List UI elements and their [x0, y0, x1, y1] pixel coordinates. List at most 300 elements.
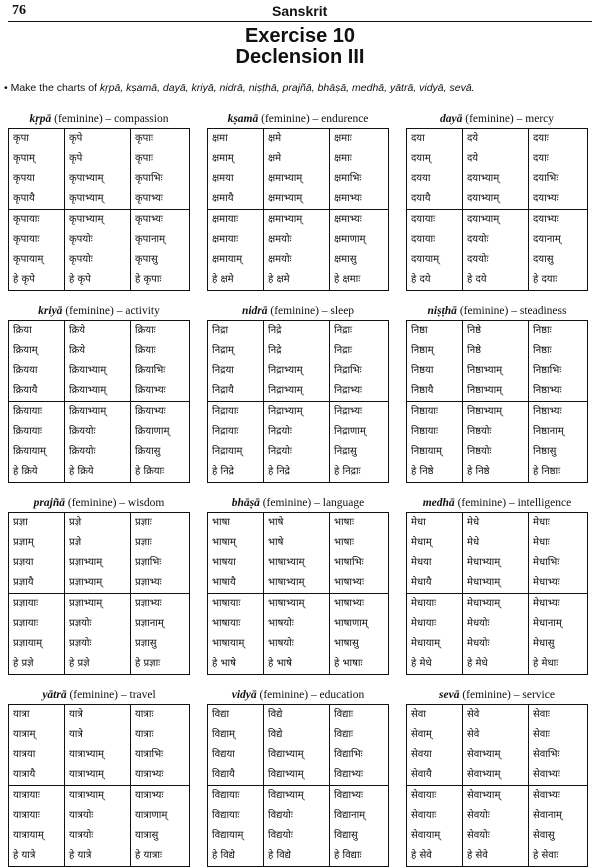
declension-form-cell: क्रियाभ्याम्: [64, 361, 130, 381]
declension-form-cell: भाषे: [263, 533, 329, 553]
declension-case-group: [208, 321, 388, 401]
chart-gender-meaning: (feminine) – sleep: [267, 305, 355, 317]
declension-form-cell: कृपाभ्याम्: [64, 169, 130, 189]
declension-form-cell: निष्ठायाः: [411, 426, 439, 437]
declension-form-cell: हे क्रिये: [64, 462, 130, 482]
declension-form-cell: हे कृपे: [13, 274, 35, 285]
chart-headword: nidrā: [241, 305, 268, 317]
declension-form-cell: विद्याम्: [212, 729, 236, 740]
declension-chart: [207, 688, 389, 867]
declension-form-cell: सेवायाम्: [411, 830, 441, 841]
declension-form-cell: यात्रे: [64, 725, 130, 745]
declension-form-cell: क्षमे: [263, 149, 329, 169]
exercise-subtitle-line: Declension III: [235, 46, 365, 68]
declension-form-cell: क्रियायाः: [13, 426, 43, 437]
declension-form-cell: भाषा: [212, 517, 230, 528]
chart-headword: niṣṭhā: [427, 305, 457, 317]
exercise-title-line: Exercise 10: [244, 25, 356, 47]
declension-form-cell: कृपाभ्याम्: [64, 189, 130, 209]
declension-form-cell: मेधे: [462, 513, 528, 533]
declension-form-cell: सेवाः: [528, 725, 589, 745]
declension-form-cell: विद्यायै: [212, 769, 235, 780]
declension-form-cell: प्रज्ञे: [64, 533, 130, 553]
chart-headword: bhāṣā: [231, 497, 260, 509]
declension-form-cell: निद्राभिः: [329, 361, 390, 381]
declension-chart: [207, 304, 389, 483]
declension-table: [207, 704, 389, 867]
declension-form-cell: कृपाभ्याम्: [64, 210, 130, 230]
declension-form-cell: निद्रायाः: [212, 426, 239, 437]
declension-form-cell: हे भाषाः: [329, 654, 390, 674]
declension-form-cell: मेधाभ्याम्: [462, 553, 528, 573]
declension-case-group: [9, 209, 189, 290]
declension-case-group: [208, 129, 388, 209]
declension-form-cell: मेधायाः: [411, 618, 437, 629]
declension-form-cell: कृपाभिः: [130, 169, 191, 189]
chart-headword: dayā: [440, 113, 463, 125]
declension-form-cell: सेवाम्: [411, 729, 432, 740]
instruction-prefix: • Make the charts of: [4, 82, 100, 94]
declension-form-cell: भाषाः: [329, 513, 390, 533]
declension-form-cell: कृपाम्: [13, 153, 35, 164]
declension-form-cell: विद्याभ्यः: [329, 765, 390, 785]
declension-form-cell: सेवायाः: [411, 790, 437, 801]
declension-form-cell: विद्याभ्याम्: [263, 786, 329, 806]
declension-form-cell: क्षमाभ्यः: [329, 210, 390, 230]
declension-form-cell: निद्रा: [212, 325, 229, 336]
declension-form-cell: प्रज्ञाभ्यः: [130, 573, 191, 593]
page-header: [0, 0, 600, 24]
chart-gender-meaning: (feminine) – endurence: [258, 113, 369, 125]
declension-form-cell: दयाभ्याम्: [462, 189, 528, 209]
chart-heading: [8, 688, 190, 703]
declension-form-cell: मेधाः: [528, 533, 589, 553]
declension-form-cell: विद्यासु: [329, 826, 390, 846]
declension-form-cell: विद्यया: [212, 749, 235, 760]
declension-form-cell: निद्राणाम्: [329, 422, 390, 442]
declension-form-cell: क्षमे: [263, 129, 329, 149]
declension-form-cell: मेधाभ्यः: [528, 594, 589, 614]
declension-form-cell: दयाभ्याम्: [462, 169, 528, 189]
declension-form-cell: क्षमाभिः: [329, 169, 390, 189]
declension-form-cell: क्षमायै: [212, 193, 234, 204]
declension-form-cell: भाषाभ्याम्: [263, 594, 329, 614]
declension-form-cell: क्रियाभ्याम्: [64, 381, 130, 401]
declension-form-cell: कृपया: [13, 173, 35, 184]
declension-form-cell: प्रज्ञाभ्याम्: [64, 594, 130, 614]
chart-heading: [406, 688, 588, 703]
declension-form-cell: क्षमयोः: [263, 230, 329, 250]
declension-form-cell: क्रियासु: [130, 442, 191, 462]
chart-headword: prajñā: [33, 497, 65, 509]
declension-form-cell: भाषाभ्याम्: [263, 553, 329, 573]
declension-form-cell: हे प्रज्ञे: [64, 654, 130, 674]
declension-form-cell: प्रज्ञाम्: [13, 537, 34, 548]
declension-form-cell: यात्राम्: [13, 729, 36, 740]
declension-form-cell: हे सेवाः: [528, 846, 589, 866]
declension-form-cell: मेधाभिः: [528, 553, 589, 573]
declension-form-cell: प्रज्ञायै: [13, 577, 34, 588]
declension-case-group: [208, 785, 388, 866]
declension-form-cell: निष्ठयोः: [462, 442, 528, 462]
declension-form-cell: भाषाम्: [212, 537, 236, 548]
declension-form-cell: क्रियया: [13, 365, 38, 376]
chart-gender-meaning: (feminine) – intelligence: [454, 497, 572, 509]
declension-form-cell: हे विद्ये: [212, 850, 235, 861]
chart-gender-meaning: (feminine) – mercy: [462, 113, 554, 125]
declension-form-cell: सेवानाम्: [528, 806, 589, 826]
declension-form-cell: दयाभ्यः: [528, 210, 589, 230]
declension-form-cell: क्षमा: [212, 133, 228, 144]
chart-gender-meaning: (feminine) – language: [259, 497, 365, 509]
declension-form-cell: भाषायै: [212, 577, 236, 588]
declension-form-cell: निद्रायै: [212, 385, 234, 396]
declension-form-cell: क्रिये: [64, 341, 130, 361]
chart-heading: [207, 112, 389, 127]
declension-case-group: [407, 513, 587, 593]
declension-form-cell: भाषायाम्: [212, 638, 245, 649]
declension-form-cell: विद्या: [212, 709, 230, 720]
declension-form-cell: हे निष्ठे: [462, 462, 528, 482]
declension-form-cell: विद्ये: [263, 705, 329, 725]
declension-form-cell: भाषायाः: [212, 618, 241, 629]
declension-form-cell: विद्यायाः: [212, 790, 240, 801]
declension-form-cell: निष्ठायाम्: [411, 446, 442, 457]
declension-form-cell: निष्ठानाम्: [528, 422, 589, 442]
declension-form-cell: निष्ठया: [411, 365, 434, 376]
declension-form-cell: दयाम्: [411, 153, 431, 164]
declension-chart: [8, 496, 190, 675]
declension-form-cell: प्रज्ञयोः: [64, 614, 130, 634]
chart-heading: [207, 304, 389, 319]
declension-form-cell: यात्रायाः: [13, 810, 40, 821]
declension-form-cell: निद्रायाम्: [212, 446, 243, 457]
declension-form-cell: निद्रायाः: [212, 406, 239, 417]
declension-form-cell: कृपायाम्: [13, 254, 44, 265]
declension-form-cell: क्षमाभ्याम्: [263, 189, 329, 209]
declension-form-cell: प्रज्ञाभिः: [130, 553, 191, 573]
declension-form-cell: निद्रयोः: [263, 442, 329, 462]
declension-form-cell: क्रिया: [13, 325, 32, 336]
declension-form-cell: यात्रे: [64, 705, 130, 725]
declension-form-cell: निद्राः: [329, 341, 390, 361]
declension-form-cell: क्षमाः: [329, 149, 390, 169]
declension-form-cell: सेवायै: [411, 769, 432, 780]
declension-form-cell: सेवाभ्याम्: [462, 745, 528, 765]
chart-gender-meaning: (feminine) – wisdom: [65, 497, 165, 509]
declension-form-cell: हे यात्रे: [13, 850, 36, 861]
declension-form-cell: निष्ठाभ्याम्: [462, 361, 528, 381]
declension-form-cell: विद्ययोः: [263, 806, 329, 826]
declension-form-cell: प्रज्ञयोः: [64, 634, 130, 654]
declension-form-cell: निष्ठा: [411, 325, 428, 336]
declension-form-cell: हे कृपाः: [130, 270, 191, 290]
declension-form-cell: प्रज्ञायाः: [13, 618, 39, 629]
declension-case-group: [9, 593, 189, 674]
declension-form-cell: कृपे: [64, 129, 130, 149]
declension-form-cell: हे निद्रे: [263, 462, 329, 482]
declension-form-cell: प्रज्ञा: [13, 517, 28, 528]
chart-gender-meaning: (feminine) – compassion: [51, 113, 169, 125]
declension-form-cell: मेधायाः: [411, 598, 437, 609]
declension-form-cell: दयाभ्याम्: [462, 210, 528, 230]
declension-case-group: [407, 785, 587, 866]
declension-case-group: [9, 513, 189, 593]
declension-form-cell: दयाः: [528, 149, 589, 169]
declension-form-cell: क्रियाः: [130, 341, 191, 361]
declension-form-cell: यात्रायाम्: [13, 830, 44, 841]
declension-case-group: [407, 401, 587, 482]
declension-form-cell: भाषे: [263, 513, 329, 533]
declension-case-group: [208, 593, 388, 674]
declension-form-cell: हे कृपे: [64, 270, 130, 290]
chart-gender-meaning: (feminine) – steadiness: [456, 305, 567, 317]
declension-form-cell: कृपयोः: [64, 230, 130, 250]
declension-form-cell: दयया: [411, 173, 431, 184]
declension-form-cell: क्रिययोः: [64, 422, 130, 442]
declension-form-cell: यात्रया: [13, 749, 36, 760]
declension-form-cell: सेवाभ्याम्: [462, 765, 528, 785]
declension-form-cell: यात्राभ्याम्: [64, 745, 130, 765]
declension-form-cell: निद्रे: [263, 321, 329, 341]
declension-form-cell: हे यात्राः: [130, 846, 191, 866]
declension-form-cell: कृपे: [64, 149, 130, 169]
declension-form-cell: विद्याभ्यः: [329, 786, 390, 806]
chart-headword: sevā: [439, 689, 460, 701]
declension-form-cell: सेवया: [411, 749, 432, 760]
chart-headword: kriyā: [38, 305, 63, 317]
declension-table: [207, 320, 389, 483]
declension-form-cell: हे मेधाः: [528, 654, 589, 674]
declension-case-group: [208, 209, 388, 290]
declension-form-cell: कृपाः: [130, 129, 191, 149]
declension-form-cell: मेधायाम्: [411, 638, 441, 649]
chart-heading: [406, 304, 588, 319]
declension-chart: [207, 112, 389, 291]
declension-form-cell: कृपायाः: [13, 234, 40, 245]
declension-form-cell: भाषयोः: [263, 634, 329, 654]
declension-form-cell: यात्राः: [130, 705, 191, 725]
declension-form-cell: कृपा: [13, 133, 29, 144]
declension-form-cell: मेधाभ्याम्: [462, 594, 528, 614]
declension-form-cell: कृपायै: [13, 193, 35, 204]
declension-form-cell: निष्ठाभिः: [528, 361, 589, 381]
declension-form-cell: मेधयोः: [462, 634, 528, 654]
declension-form-cell: क्रिययोः: [64, 442, 130, 462]
chart-headword: yātrā: [42, 689, 67, 701]
declension-form-cell: निष्ठे: [462, 321, 528, 341]
chart-headword: kṛpā: [29, 113, 52, 125]
chart-heading: [8, 112, 190, 127]
declension-form-cell: भाषया: [212, 557, 236, 568]
declension-form-cell: विद्ये: [263, 725, 329, 745]
declension-form-cell: मेधा: [411, 517, 426, 528]
declension-form-cell: क्षमाभ्याम्: [263, 169, 329, 189]
declension-form-cell: निद्राम्: [212, 345, 235, 356]
declension-chart: [8, 304, 190, 483]
declension-form-cell: दयायाः: [411, 214, 436, 225]
declension-form-cell: प्रज्ञाः: [130, 513, 191, 533]
declension-form-cell: मेधयोः: [462, 614, 528, 634]
declension-form-cell: विद्यायाः: [212, 810, 240, 821]
declension-form-cell: प्रज्ञया: [13, 557, 34, 568]
declension-form-cell: यात्राभ्याम्: [64, 786, 130, 806]
exercise-title: [0, 26, 600, 68]
declension-form-cell: हे विद्ये: [263, 846, 329, 866]
declension-form-cell: क्रियायै: [13, 385, 38, 396]
declension-case-group: [208, 513, 388, 593]
declension-form-cell: विद्यानाम्: [329, 806, 390, 826]
declension-form-cell: क्षमाणाम्: [329, 230, 390, 250]
declension-form-cell: निद्रासु: [329, 442, 390, 462]
declension-form-cell: दयायाम्: [411, 254, 440, 265]
chart-heading: [406, 112, 588, 127]
declension-form-cell: भाषाणाम्: [329, 614, 390, 634]
declension-form-cell: विद्याभिः: [329, 745, 390, 765]
declension-form-cell: क्षमाभ्यः: [329, 189, 390, 209]
declension-form-cell: निद्राभ्यः: [329, 381, 390, 401]
declension-case-group: [9, 321, 189, 401]
declension-form-cell: दयायाः: [411, 234, 436, 245]
declension-form-cell: क्रियाभ्यः: [130, 381, 191, 401]
declension-case-group: [208, 401, 388, 482]
declension-form-cell: हे सेवे: [462, 846, 528, 866]
declension-form-cell: हे भाषे: [263, 654, 329, 674]
declension-chart: [207, 496, 389, 675]
declension-table: [207, 512, 389, 675]
chart-gender-meaning: (feminine) – activity: [62, 305, 160, 317]
declension-form-cell: क्षमाभ्याम्: [263, 210, 329, 230]
declension-form-cell: सेवे: [462, 725, 528, 745]
instruction-text: [4, 82, 594, 94]
declension-form-cell: हे भाषे: [212, 658, 236, 669]
declension-form-cell: कृपाभ्यः: [130, 189, 191, 209]
declension-form-cell: क्षमायाः: [212, 234, 239, 245]
declension-case-group: [407, 209, 587, 290]
declension-form-cell: हे क्षमे: [212, 274, 234, 285]
declension-form-cell: भाषयोः: [263, 614, 329, 634]
declension-form-cell: कृपयोः: [64, 250, 130, 270]
declension-form-cell: मेधया: [411, 557, 432, 568]
declension-form-cell: सेवाभ्याम्: [462, 786, 528, 806]
declension-form-cell: यात्राभ्याम्: [64, 765, 130, 785]
declension-form-cell: निष्ठायै: [411, 385, 434, 396]
declension-form-cell: प्रज्ञानाम्: [130, 614, 191, 634]
declension-form-cell: दये: [462, 129, 528, 149]
declension-form-cell: निष्ठाम्: [411, 345, 434, 356]
declension-form-cell: हे निष्ठे: [411, 466, 434, 477]
declension-form-cell: विद्याः: [329, 705, 390, 725]
declension-form-cell: सेवाभिः: [528, 745, 589, 765]
declension-form-cell: यात्रासु: [130, 826, 191, 846]
declension-form-cell: क्रियाभ्याम्: [64, 402, 130, 422]
running-head: Sanskrit: [272, 3, 328, 19]
declension-form-cell: निष्ठाभ्यः: [528, 381, 589, 401]
declension-form-cell: हे निद्राः: [329, 462, 390, 482]
declension-chart: [406, 496, 588, 675]
declension-form-cell: मेधे: [462, 533, 528, 553]
chart-heading: [207, 496, 389, 511]
declension-form-cell: यात्राणाम्: [130, 806, 191, 826]
declension-form-cell: निद्रयोः: [263, 422, 329, 442]
declension-form-cell: प्रज्ञाभ्याम्: [64, 553, 130, 573]
declension-case-group: [208, 705, 388, 785]
declension-form-cell: हे यात्रे: [64, 846, 130, 866]
declension-form-cell: प्रज्ञे: [64, 513, 130, 533]
declension-form-cell: हे मेधे: [462, 654, 528, 674]
declension-chart: [406, 112, 588, 291]
chart-headword: kṣamā: [227, 113, 259, 125]
declension-form-cell: निद्राभ्याम्: [263, 361, 329, 381]
declension-form-cell: प्रज्ञाः: [130, 533, 191, 553]
declension-form-cell: हे विद्याः: [329, 846, 390, 866]
declension-table: [406, 128, 588, 291]
declension-form-cell: हे निष्ठाः: [528, 462, 589, 482]
chart-headword: medhā: [422, 497, 455, 509]
declension-form-cell: सेवाः: [528, 705, 589, 725]
declension-case-group: [9, 129, 189, 209]
declension-case-group: [407, 593, 587, 674]
declension-form-cell: हे प्रज्ञे: [13, 658, 34, 669]
declension-form-cell: कृपायाः: [13, 214, 40, 225]
declension-form-cell: निद्राभ्याम्: [263, 381, 329, 401]
declension-form-cell: विद्ययोः: [263, 826, 329, 846]
declension-form-cell: प्रज्ञाभ्यः: [130, 594, 191, 614]
declension-form-cell: कृपासु: [130, 250, 191, 270]
instruction-word-list: kṛpā, kṣamā, dayā, kriyā, nidrā, niṣṭhā, prajñā, bhāṣā, medhā, yātrā, vidyā, sevā.: [99, 82, 475, 94]
declension-form-cell: यात्राभिः: [130, 745, 191, 765]
declension-form-cell: यात्राभ्यः: [130, 786, 191, 806]
chart-headword: vidyā: [231, 689, 257, 701]
declension-form-cell: प्रज्ञासु: [130, 634, 191, 654]
declension-table: [406, 320, 588, 483]
declension-form-cell: निद्रया: [212, 365, 234, 376]
declension-form-cell: मेधाभ्याम्: [462, 573, 528, 593]
declension-form-cell: निष्ठाभ्याम्: [462, 381, 528, 401]
declension-form-cell: भाषाभिः: [329, 553, 390, 573]
declension-form-cell: निष्ठाः: [528, 321, 589, 341]
declension-form-cell: क्रियायाम्: [13, 446, 47, 457]
declension-form-cell: यात्रयोः: [64, 826, 130, 846]
declension-form-cell: निद्राभ्याम्: [263, 402, 329, 422]
declension-form-cell: कृपानाम्: [130, 230, 191, 250]
declension-form-cell: मेधाम्: [411, 537, 432, 548]
declension-form-cell: भाषाभ्याम्: [263, 573, 329, 593]
declension-form-cell: निद्रे: [263, 341, 329, 361]
declension-form-cell: दयासु: [528, 250, 589, 270]
declension-form-cell: क्रिये: [64, 321, 130, 341]
declension-form-cell: यात्रा: [13, 709, 30, 720]
declension-form-cell: मेधाः: [528, 513, 589, 533]
declension-form-cell: दयाभिः: [528, 169, 589, 189]
declension-form-cell: क्षमाः: [329, 129, 390, 149]
declension-form-cell: निद्राः: [329, 321, 390, 341]
declension-table: [207, 128, 389, 291]
declension-form-cell: विद्याः: [329, 725, 390, 745]
declension-chart: [406, 688, 588, 867]
declension-chart: [8, 688, 190, 867]
declension-case-group: [9, 785, 189, 866]
declension-form-cell: हे क्षमे: [263, 270, 329, 290]
chart-gender-meaning: (feminine) – travel: [66, 689, 156, 701]
declension-form-cell: निष्ठे: [462, 341, 528, 361]
chart-gender-meaning: (feminine) – education: [256, 689, 365, 701]
declension-form-cell: विद्याभ्याम्: [263, 745, 329, 765]
declension-form-cell: हे निद्रे: [212, 466, 234, 477]
declension-form-cell: सेवायाः: [411, 810, 437, 821]
declension-case-group: [9, 401, 189, 482]
declension-form-cell: क्षमायाः: [212, 214, 239, 225]
